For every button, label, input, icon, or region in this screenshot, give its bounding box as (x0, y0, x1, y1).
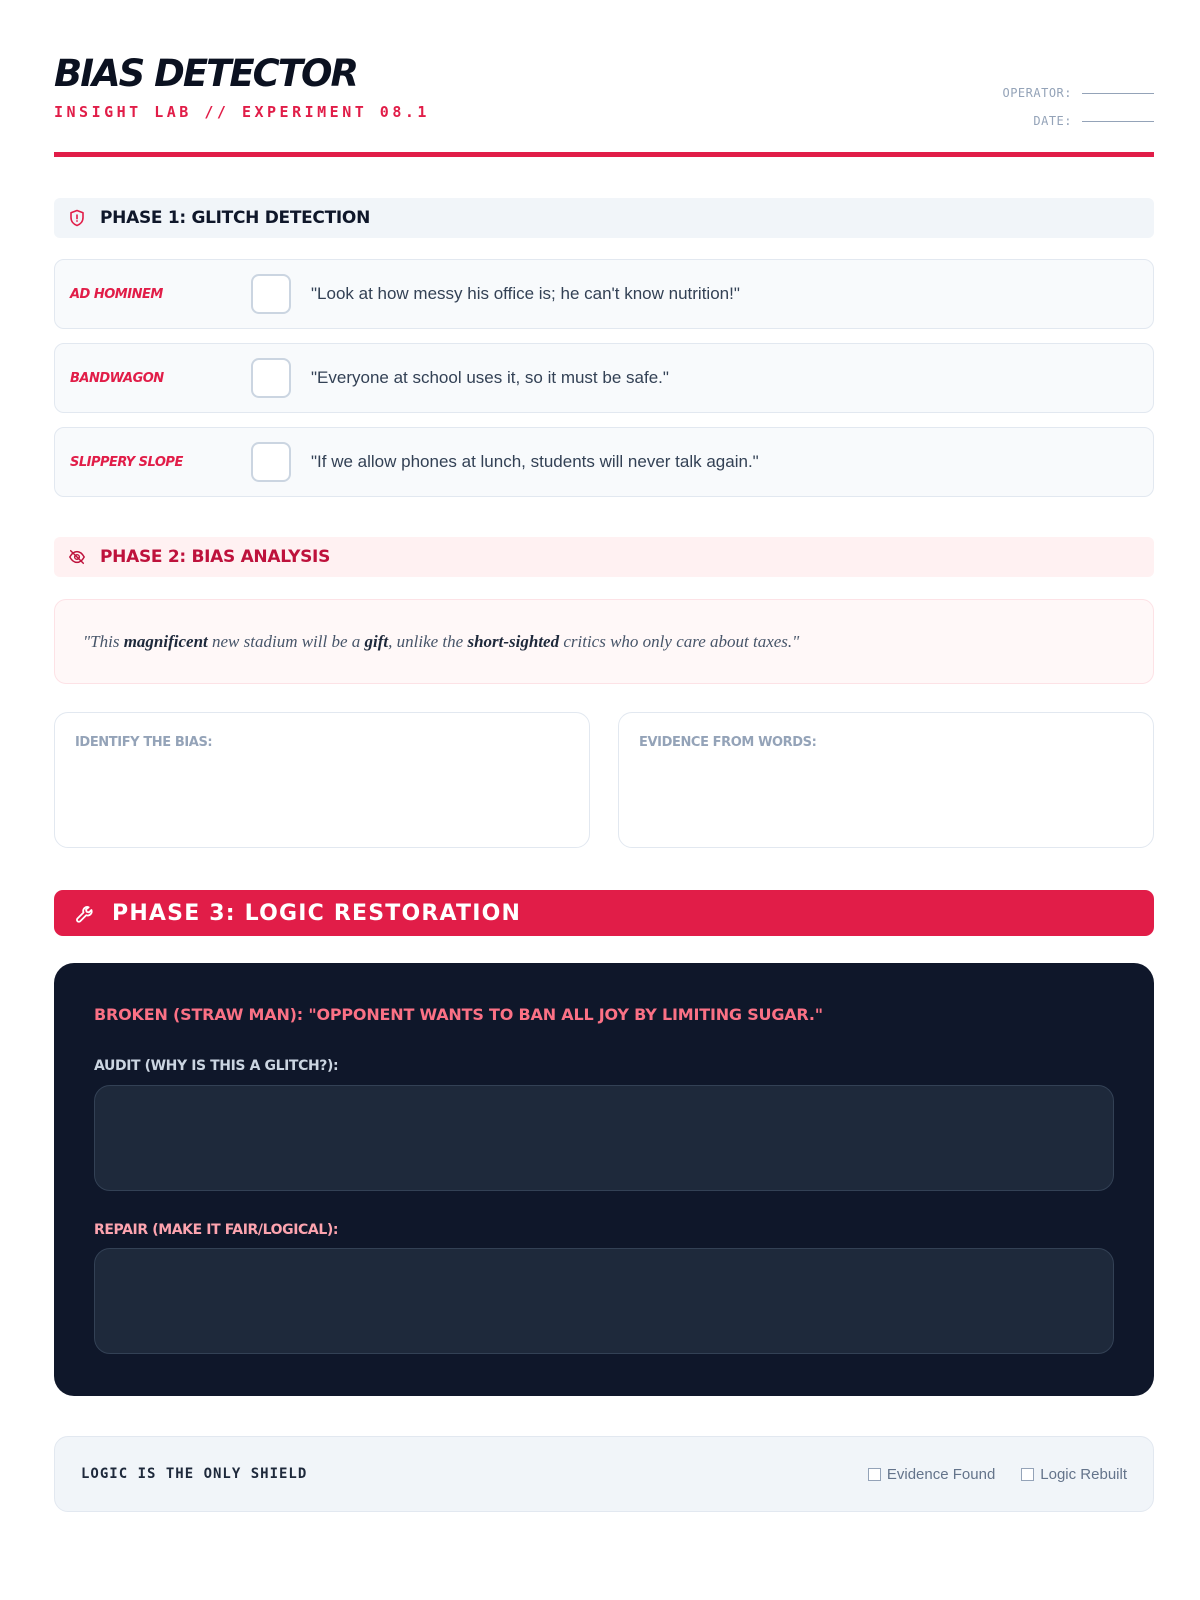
evidence-found-label: Evidence Found (886, 1465, 996, 1483)
glitch-checkbox[interactable] (251, 274, 291, 314)
eye-off-icon (68, 548, 86, 566)
glitch-checkbox[interactable] (251, 358, 291, 398)
glitch-label: SLIPPERY SLOPE (70, 454, 183, 470)
date-label: DATE: (1033, 114, 1072, 128)
glitch-quote: "Look at how messy his office is; he can't know nutrition!" (311, 284, 740, 303)
glitch-row (54, 343, 1154, 413)
date-row (934, 100, 1154, 128)
page-subtitle: INSIGHT LAB // EXPERIMENT 08.1 (54, 103, 430, 121)
bias-quote (54, 599, 1154, 684)
operator-row (934, 72, 1154, 100)
logic-rebuilt-label: Logic Rebuilt (1040, 1465, 1127, 1483)
glitch-label: AD HOMINEM (70, 286, 163, 302)
evidence-field[interactable] (618, 712, 1154, 848)
evidence-label: EVIDENCE FROM WORDS: (639, 735, 817, 750)
phase3-header (54, 890, 1154, 936)
checkbox-icon[interactable] (868, 1468, 881, 1481)
phase2-title: PHASE 2: BIAS ANALYSIS (100, 547, 331, 567)
operator-field[interactable] (1082, 93, 1154, 94)
identify-bias-label: IDENTIFY THE BIAS: (75, 735, 213, 750)
meta-fields (934, 72, 1154, 128)
glitch-row (54, 259, 1154, 329)
phase1-header (54, 198, 1154, 238)
quote-text: "This magnificent new stadium will be a gift, unlike the short-sighted critics who only care about taxes." (83, 631, 800, 651)
header-divider (54, 152, 1154, 157)
wrench-icon (74, 901, 98, 925)
checkbox-icon[interactable] (1021, 1468, 1034, 1481)
identify-bias-field[interactable] (54, 712, 590, 848)
glitch-row (54, 427, 1154, 497)
repair-label: REPAIR (MAKE IT FAIR/LOGICAL): (94, 1222, 339, 1238)
evidence-found-check[interactable] (868, 1466, 995, 1483)
date-field[interactable] (1082, 121, 1154, 122)
audit-label: AUDIT (WHY IS THIS A GLITCH?): (94, 1058, 339, 1074)
phase1-title: PHASE 1: GLITCH DETECTION (100, 208, 371, 228)
shield-alert-icon (68, 209, 86, 227)
footer-motto: LOGIC IS THE ONLY SHIELD (81, 1466, 308, 1482)
phase2-header (54, 537, 1154, 577)
glitch-checkbox[interactable] (251, 442, 291, 482)
logic-rebuilt-check[interactable] (1021, 1466, 1127, 1483)
footer (54, 1436, 1154, 1512)
header (54, 52, 1154, 152)
restoration-panel (54, 963, 1154, 1396)
broken-statement: BROKEN (STRAW MAN): "OPPONENT WANTS TO BAN ALL JOY BY LIMITING SUGAR." (94, 1005, 823, 1024)
operator-label: OPERATOR: (1002, 86, 1072, 100)
page-title: BIAS DETECTOR (54, 52, 357, 95)
audit-field[interactable] (94, 1085, 1114, 1191)
glitch-label: BANDWAGON (70, 370, 164, 386)
glitch-quote: "If we allow phones at lunch, students will never talk again." (311, 452, 759, 471)
phase3-title: PHASE 3: LOGIC RESTORATION (112, 900, 522, 926)
repair-field[interactable] (94, 1248, 1114, 1354)
glitch-quote: "Everyone at school uses it, so it must be safe." (311, 368, 669, 387)
